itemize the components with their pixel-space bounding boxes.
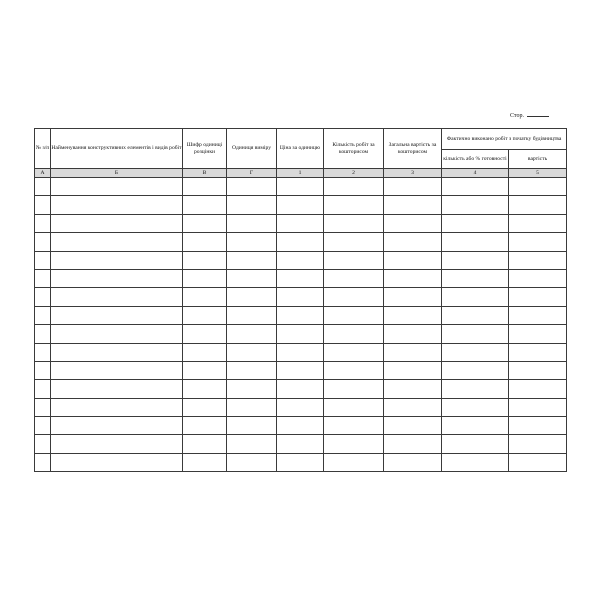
table-cell[interactable]	[277, 269, 324, 287]
table-cell[interactable]	[442, 325, 509, 343]
header-actual-cost: вартість	[509, 150, 567, 169]
table-row	[35, 251, 567, 269]
table-cell[interactable]	[51, 417, 183, 435]
page-number-blank[interactable]	[527, 116, 549, 117]
table-row	[35, 453, 567, 471]
table-cell[interactable]	[183, 417, 227, 435]
table-cell[interactable]	[509, 178, 567, 196]
table-cell[interactable]	[277, 233, 324, 251]
table-cell[interactable]	[442, 306, 509, 324]
table-cell[interactable]	[442, 453, 509, 471]
table-cell[interactable]	[442, 435, 509, 453]
table-cell[interactable]	[509, 361, 567, 379]
table-cell[interactable]	[324, 343, 384, 361]
table-cell[interactable]	[384, 214, 442, 232]
table-cell[interactable]	[183, 380, 227, 398]
header-num: № з/п	[35, 129, 51, 169]
table-cell[interactable]	[277, 417, 324, 435]
table-cell[interactable]	[183, 269, 227, 287]
table-cell[interactable]	[51, 251, 183, 269]
table-cell[interactable]	[35, 288, 51, 306]
table-cell[interactable]	[384, 417, 442, 435]
index-cell: 5	[509, 169, 567, 178]
table-cell[interactable]	[324, 251, 384, 269]
table-cell[interactable]	[509, 453, 567, 471]
table-cell[interactable]	[227, 306, 277, 324]
table-cell[interactable]	[35, 380, 51, 398]
table-cell[interactable]	[227, 251, 277, 269]
table-cell[interactable]	[227, 269, 277, 287]
table-cell[interactable]	[51, 435, 183, 453]
table-cell[interactable]	[324, 417, 384, 435]
table-cell[interactable]	[51, 361, 183, 379]
table-cell[interactable]	[277, 214, 324, 232]
table-cell[interactable]	[277, 178, 324, 196]
table-cell[interactable]	[183, 325, 227, 343]
table-cell[interactable]	[509, 380, 567, 398]
table-cell[interactable]	[442, 361, 509, 379]
table-cell[interactable]	[277, 380, 324, 398]
index-cell: 2	[324, 169, 384, 178]
table-cell[interactable]	[51, 233, 183, 251]
index-cell: 3	[384, 169, 442, 178]
table-body	[35, 178, 567, 472]
table-cell[interactable]	[35, 306, 51, 324]
table-cell[interactable]	[183, 233, 227, 251]
table-cell[interactable]	[277, 398, 324, 416]
page-number-field	[510, 113, 549, 119]
table-cell[interactable]	[442, 398, 509, 416]
table-cell[interactable]	[277, 453, 324, 471]
table-cell[interactable]	[35, 269, 51, 287]
table-row	[35, 233, 567, 251]
table-row	[35, 380, 567, 398]
table-cell[interactable]	[509, 343, 567, 361]
table-cell[interactable]	[35, 417, 51, 435]
table-cell[interactable]	[324, 361, 384, 379]
table-cell[interactable]	[324, 288, 384, 306]
table-cell[interactable]	[35, 435, 51, 453]
table-cell[interactable]	[35, 214, 51, 232]
table-row	[35, 288, 567, 306]
table-cell[interactable]	[442, 417, 509, 435]
table-cell[interactable]	[442, 343, 509, 361]
table-cell[interactable]	[51, 306, 183, 324]
table-row	[35, 196, 567, 214]
table-cell[interactable]	[384, 269, 442, 287]
header-name: Найменування конструктивних елементів і видів робіт	[51, 129, 183, 169]
page-number-label: Стор.	[510, 113, 524, 119]
table-cell[interactable]	[277, 196, 324, 214]
table-row	[35, 214, 567, 232]
table-cell[interactable]	[324, 196, 384, 214]
table-cell[interactable]	[277, 251, 324, 269]
table-cell[interactable]	[35, 196, 51, 214]
table-cell[interactable]	[227, 380, 277, 398]
table-cell[interactable]	[183, 288, 227, 306]
table-cell[interactable]	[183, 343, 227, 361]
table-cell[interactable]	[509, 196, 567, 214]
table-cell[interactable]	[227, 343, 277, 361]
table-row	[35, 325, 567, 343]
table-cell[interactable]	[51, 325, 183, 343]
table-cell[interactable]	[384, 325, 442, 343]
table-cell[interactable]	[384, 453, 442, 471]
table-cell[interactable]	[509, 288, 567, 306]
table-cell[interactable]	[35, 453, 51, 471]
table-cell[interactable]	[227, 361, 277, 379]
table-row	[35, 343, 567, 361]
index-cell: 1	[277, 169, 324, 178]
table-cell[interactable]	[277, 306, 324, 324]
table-cell[interactable]	[227, 325, 277, 343]
table-cell[interactable]	[324, 398, 384, 416]
index-cell: Б	[51, 169, 183, 178]
index-cell: А	[35, 169, 51, 178]
table-cell[interactable]	[384, 435, 442, 453]
table-cell[interactable]	[183, 251, 227, 269]
table-cell[interactable]	[35, 361, 51, 379]
table-cell[interactable]	[35, 251, 51, 269]
table-cell[interactable]	[227, 435, 277, 453]
header-total: Загальна вартість за кошторисом	[384, 129, 442, 169]
table-cell[interactable]	[51, 398, 183, 416]
table-cell[interactable]	[442, 251, 509, 269]
table-cell[interactable]	[384, 398, 442, 416]
table-cell[interactable]	[183, 435, 227, 453]
table-cell[interactable]	[324, 233, 384, 251]
index-cell: Г	[227, 169, 277, 178]
table-cell[interactable]	[324, 306, 384, 324]
table-row	[35, 178, 567, 196]
table-cell[interactable]	[324, 453, 384, 471]
header-qty: Кількість робіт за кошторисом	[324, 129, 384, 169]
table-cell[interactable]	[35, 398, 51, 416]
table-cell[interactable]	[183, 306, 227, 324]
table-cell[interactable]	[35, 233, 51, 251]
table-cell[interactable]	[277, 361, 324, 379]
table-cell[interactable]	[227, 196, 277, 214]
table-cell[interactable]	[227, 417, 277, 435]
table-cell[interactable]	[277, 325, 324, 343]
table-cell[interactable]	[324, 269, 384, 287]
table-cell[interactable]	[509, 435, 567, 453]
table-cell[interactable]	[35, 325, 51, 343]
table-cell[interactable]	[227, 398, 277, 416]
table-cell[interactable]	[51, 178, 183, 196]
table-row	[35, 269, 567, 287]
table-cell[interactable]	[509, 214, 567, 232]
table-cell[interactable]	[183, 214, 227, 232]
table-cell[interactable]	[277, 288, 324, 306]
table-cell[interactable]	[227, 214, 277, 232]
table-row	[35, 361, 567, 379]
table-cell[interactable]	[442, 380, 509, 398]
table-cell[interactable]	[384, 343, 442, 361]
table-row	[35, 417, 567, 435]
table-cell[interactable]	[442, 288, 509, 306]
table-cell[interactable]	[384, 306, 442, 324]
table-cell[interactable]	[442, 269, 509, 287]
table-cell[interactable]	[442, 214, 509, 232]
table-cell[interactable]	[183, 178, 227, 196]
header-unit: Одиниця виміру	[227, 129, 277, 169]
table-cell[interactable]	[384, 196, 442, 214]
table-cell[interactable]	[324, 325, 384, 343]
table-cell[interactable]	[227, 453, 277, 471]
table-cell[interactable]	[509, 325, 567, 343]
header-actual-qty: кількість або % готовності	[442, 150, 509, 169]
table-cell[interactable]	[384, 251, 442, 269]
table-cell[interactable]	[509, 251, 567, 269]
index-cell: В	[183, 169, 227, 178]
table-cell[interactable]	[324, 380, 384, 398]
table-cell[interactable]	[35, 178, 51, 196]
table-row	[35, 435, 567, 453]
work-estimate-table	[34, 128, 567, 472]
table-cell[interactable]	[227, 288, 277, 306]
table-cell[interactable]	[227, 178, 277, 196]
table-cell[interactable]	[509, 269, 567, 287]
table-row	[35, 398, 567, 416]
column-index-row	[35, 169, 567, 178]
table-cell[interactable]	[51, 196, 183, 214]
table-cell[interactable]	[384, 233, 442, 251]
header-code: Шифр одиниці розцінки	[183, 129, 227, 169]
table-row	[35, 306, 567, 324]
table-cell[interactable]	[51, 453, 183, 471]
table-cell[interactable]	[183, 398, 227, 416]
table-cell[interactable]	[324, 214, 384, 232]
header-actual: Фактично виконано робіт з початку будівництва	[442, 129, 567, 150]
table-cell[interactable]	[324, 435, 384, 453]
table-cell[interactable]	[384, 288, 442, 306]
table-cell[interactable]	[35, 343, 51, 361]
index-cell: 4	[442, 169, 509, 178]
table-cell[interactable]	[442, 196, 509, 214]
table-cell[interactable]	[509, 306, 567, 324]
table-cell[interactable]	[324, 178, 384, 196]
table-cell[interactable]	[509, 398, 567, 416]
table-cell[interactable]	[183, 453, 227, 471]
table-cell[interactable]	[442, 178, 509, 196]
table-cell[interactable]	[51, 214, 183, 232]
table-cell[interactable]	[277, 435, 324, 453]
table-cell[interactable]	[51, 288, 183, 306]
table-cell[interactable]	[183, 196, 227, 214]
table-cell[interactable]	[442, 233, 509, 251]
table-cell[interactable]	[51, 380, 183, 398]
table-cell[interactable]	[384, 361, 442, 379]
table-cell[interactable]	[51, 269, 183, 287]
table-cell[interactable]	[384, 380, 442, 398]
table-cell[interactable]	[384, 178, 442, 196]
table-cell[interactable]	[509, 417, 567, 435]
table-cell[interactable]	[51, 343, 183, 361]
table-cell[interactable]	[509, 233, 567, 251]
table-cell[interactable]	[277, 343, 324, 361]
header-row	[35, 129, 567, 150]
table-cell[interactable]	[227, 233, 277, 251]
table-cell[interactable]	[183, 361, 227, 379]
header-price: Ціна за одиницю	[277, 129, 324, 169]
